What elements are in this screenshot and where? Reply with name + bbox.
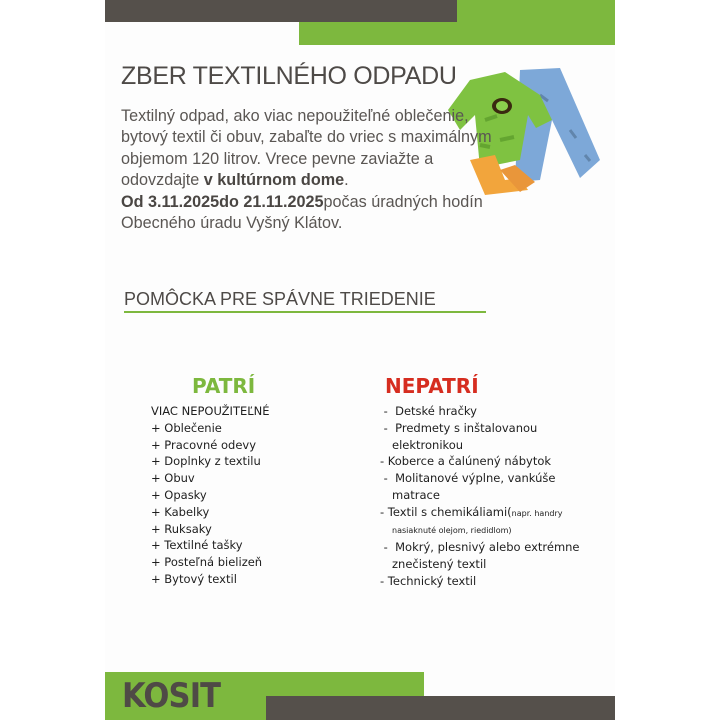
subtitle-underline [124, 311, 486, 313]
footer-dark-bar [266, 696, 615, 720]
date-line [121, 192, 492, 213]
patri-heading: PATRÍ [192, 374, 256, 398]
text: odovzdajte [121, 171, 204, 190]
list-item: - Molitanové výplne, vankúše [380, 471, 556, 486]
list-item: + Opasky [151, 487, 207, 502]
list-item-continued: matrace [392, 487, 440, 502]
nepatri-heading: NEPATRÍ [385, 374, 479, 398]
list-item: - Technický textil [380, 573, 477, 588]
list-item: VIAC NEPOUŽITEĽNÉ [151, 404, 270, 418]
list-item: + Pracovné odevy [151, 437, 257, 452]
note-text: napr. handry [511, 508, 563, 518]
list-item-continued: elektronikou [392, 437, 464, 452]
list-item [380, 504, 580, 523]
page-title: ZBER TEXTILNÉHO ODPADU [121, 62, 457, 90]
intro-line: Obecného úradu Vyšný Klátov. [121, 214, 343, 233]
date-to: do 21.11.2025 [219, 192, 324, 211]
list-item: + Ruksaky [151, 521, 212, 536]
intro-line: Textilný odpad, ako viac nepoužiteľné oblečenie, [121, 107, 469, 125]
note-text: nasiaknuté olejom, riedidlom) [392, 525, 512, 535]
section-subtitle: POMÔCKA PRE SPÁVNE TRIEDENIE [124, 289, 436, 309]
list-item: + Bytový textil [151, 571, 237, 586]
intro-line: objemom 120 litrov. Vrece pevne zaviažte a [121, 149, 434, 168]
list-item: - Mokrý, plesnivý alebo extrémne [380, 540, 580, 555]
intro-line [121, 170, 492, 191]
nepatri-list [380, 403, 580, 590]
list-item: + Kabelky [151, 504, 210, 519]
text: - Textil s chemikáliami( [380, 504, 512, 519]
intro-line: bytový textil či obuv, zabaľte do vriec s maximálnym [121, 128, 492, 147]
header-dark-bar [105, 0, 457, 22]
kosit-logo: KOSIT [122, 676, 221, 716]
list-item: + Oblečenie [151, 420, 222, 435]
list-item: - Detské hračky [380, 404, 477, 418]
list-item: - Koberce a čalúnený nábytok [380, 454, 552, 469]
text: počas úradných hodín [323, 192, 483, 211]
list-item: + Obuv [151, 471, 195, 486]
text: . [344, 171, 349, 190]
patri-list [151, 403, 270, 588]
location-text: v kultúrnom dome [203, 171, 345, 190]
date-from: Od 3.11.2025 [121, 192, 220, 211]
list-item-continued: znečistený textil [392, 557, 487, 572]
list-item: + Posteľná bielizeň [151, 555, 263, 570]
list-item: - Predmety s inštalovanou [380, 420, 538, 435]
list-item: + Doplnky z textilu [151, 454, 261, 469]
list-item: + Textilné tašky [151, 538, 243, 553]
intro-paragraph [121, 106, 492, 234]
